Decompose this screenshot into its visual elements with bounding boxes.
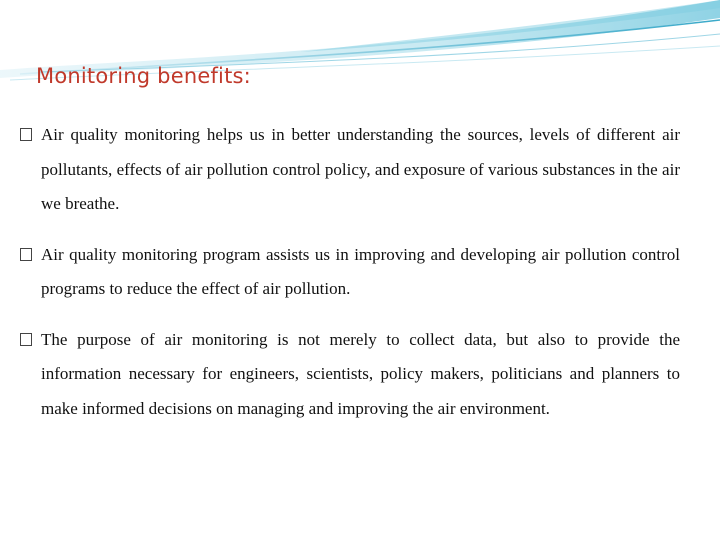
slide-title: Monitoring benefits:: [36, 64, 251, 88]
bullet-item: [20, 323, 680, 427]
bullet-list: [20, 118, 680, 426]
bullet-item: [20, 118, 680, 222]
header-swoosh-decoration: [0, 0, 720, 110]
bullet-item: [20, 238, 680, 307]
bullet-text: The purpose of air monitoring is not merely to collect data, but also to provide the information necessary for engineers, scientists, policy makers, politicians and planners to make informed decisions on managing and improving the air environment.: [41, 329, 680, 418]
bullet-text: Air quality monitoring program assists us in improving and developing air pollution control programs to reduce the effect of air pollution.: [41, 244, 680, 298]
box-bullet-icon: [20, 248, 32, 261]
box-bullet-icon: [20, 333, 32, 346]
box-bullet-icon: [20, 128, 32, 141]
bullet-text: Air quality monitoring helps us in better understanding the sources, levels of different air pollutants, effects of air pollution control policy, and exposure of various substances in the air we breathe.: [41, 125, 680, 213]
